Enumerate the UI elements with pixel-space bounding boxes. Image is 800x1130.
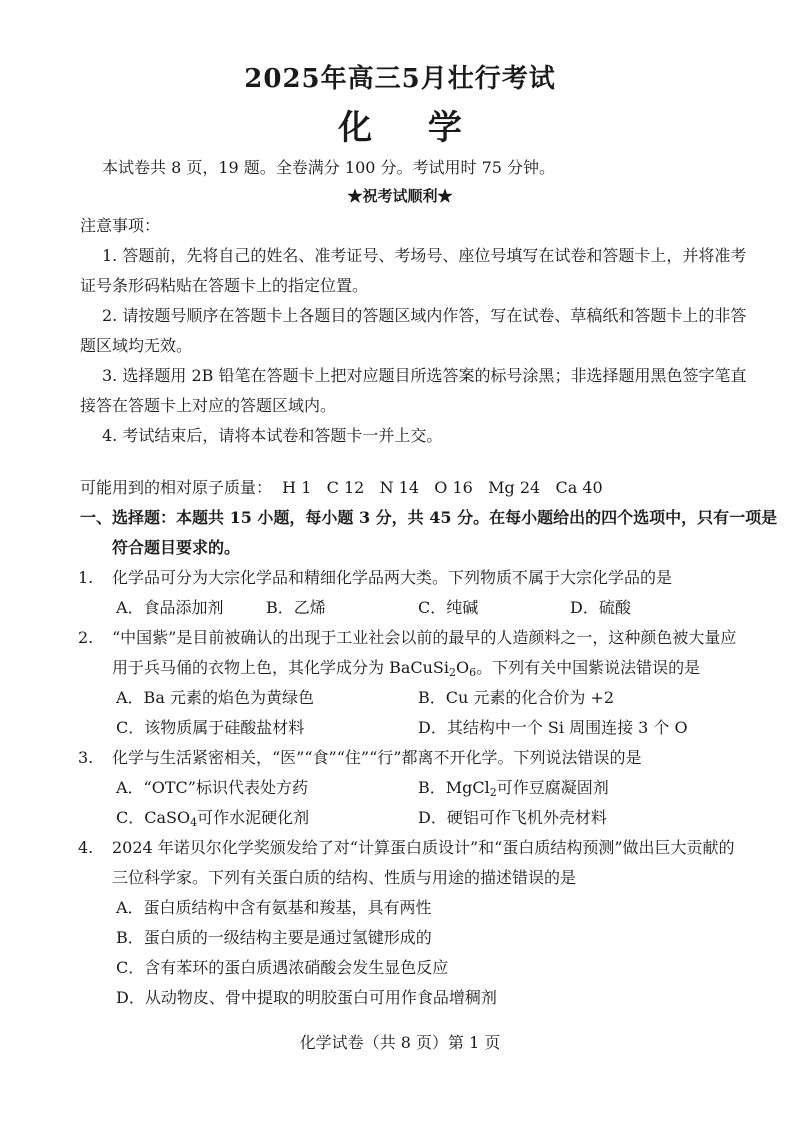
note-line: 1. 答题前，先将自己的姓名、准考证号、考场号、座位号填写在试卷和答题卡上，并将准考 xyxy=(102,246,747,265)
option-b: B．蛋白质的一级结构主要是通过氢键形成的 xyxy=(116,928,432,947)
exam-title: 2025年高三5月壮行考试 xyxy=(244,64,556,94)
option-b: B．乙烯 xyxy=(266,598,326,617)
option-d: D．硬铝可作飞机外壳材料 xyxy=(418,808,607,827)
option-d: D．其结构中一个 Si 周围连接 3 个 O xyxy=(418,718,688,737)
question-stem: 2024 年诺贝尔化学奖颁发给了对“计算蛋白质设计”和“蛋白质结构预测”做出巨大贡献的 xyxy=(112,838,735,857)
option-c: C．CaSO$_4$可作水泥硬化剂 xyxy=(116,808,310,829)
question-number: 3. xyxy=(78,748,94,767)
option-a: A．Ba 元素的焰色为黄绿色 xyxy=(116,688,314,707)
option-b: B．Cu 元素的化合价为 +2 xyxy=(418,688,615,707)
note-line: 题区域均无效。 xyxy=(80,336,193,355)
question-stem: “中国紫”是目前被确认的出现于工业社会以前的最早的人造颜料之一，这种颜色被大量应 xyxy=(112,628,737,647)
section-heading-cont: 符合题目要求的。 xyxy=(112,538,241,557)
option-d: D．硫酸 xyxy=(570,598,631,617)
subject-title: 化 学 xyxy=(338,108,484,148)
note-line: 证号条形码粘贴在答题卡上的指定位置。 xyxy=(80,276,369,295)
question-stem-cont: 三位科学家。下列有关蛋白质的结构、性质与用途的描述错误的是 xyxy=(112,868,577,887)
question-stem: 化学品可分为大宗化学品和精细化学品两大类。下列物质不属于大宗化学品的是 xyxy=(112,568,673,587)
question-stem-cont: 用于兵马俑的衣物上色，其化学成分为 $BaCuSi_2O_6$。下列有关中国紫说法错误的是 xyxy=(112,658,701,679)
option-d: D．从动物皮、骨中提取的明胶蛋白可用作食品增稠剂 xyxy=(116,988,497,1007)
page-footer: 化学试卷（共 8 页）第 1 页 xyxy=(299,1033,501,1052)
note-line: 2. 请按题号顺序在答题卡上各题目的答题区域内作答，写在试卷、草稿纸和答题卡上的非答 xyxy=(102,306,747,325)
question-number: 1. xyxy=(78,568,94,587)
section-heading: 一、选择题：本题共 15 小题，每小题 3 分，共 45 分。在每小题给出的四个选项中，只有一项是 xyxy=(80,508,778,527)
question-stem: 化学与生活紧密相关，“医”“食”“住”“行”都离不开化学。下列说法错误的是 xyxy=(112,748,642,767)
option-a: A．蛋白质结构中含有氨基和羧基，具有两性 xyxy=(116,898,432,917)
option-a: A．食品添加剂 xyxy=(116,598,224,617)
option-c: C．纯碱 xyxy=(418,598,479,617)
good-luck-banner: ★祝考试顺利★ xyxy=(347,187,453,205)
atomic-masses: 可能用到的相对原子质量： H 1 C 12 N 14 O 16 Mg 24 Ca 40 xyxy=(80,478,603,497)
question-number: 4. xyxy=(78,838,94,857)
note-line: 接答在答题卡上对应的答题区域内。 xyxy=(80,396,337,415)
option-a: A．“OTC”标识代表处方药 xyxy=(116,778,308,797)
exam-info: 本试卷共 8 页，19 题。全卷满分 100 分。考试用时 75 分钟。 xyxy=(102,158,556,177)
question-number: 2. xyxy=(78,628,94,647)
note-line: 3. 选择题用 2B 铅笔在答题卡上把对应题目所选答案的标号涂黑；非选择题用黑色签字笔直 xyxy=(102,366,747,385)
option-c: C．该物质属于硅酸盐材料 xyxy=(116,718,305,737)
option-c: C．含有苯环的蛋白质遇浓硝酸会发生显色反应 xyxy=(116,958,449,977)
option-b: B．MgCl$_2$可作豆腐凝固剂 xyxy=(418,778,609,799)
note-line: 4. 考试结束后，请将本试卷和答题卡一并上交。 xyxy=(102,426,443,445)
notes-heading: 注意事项： xyxy=(80,216,161,235)
